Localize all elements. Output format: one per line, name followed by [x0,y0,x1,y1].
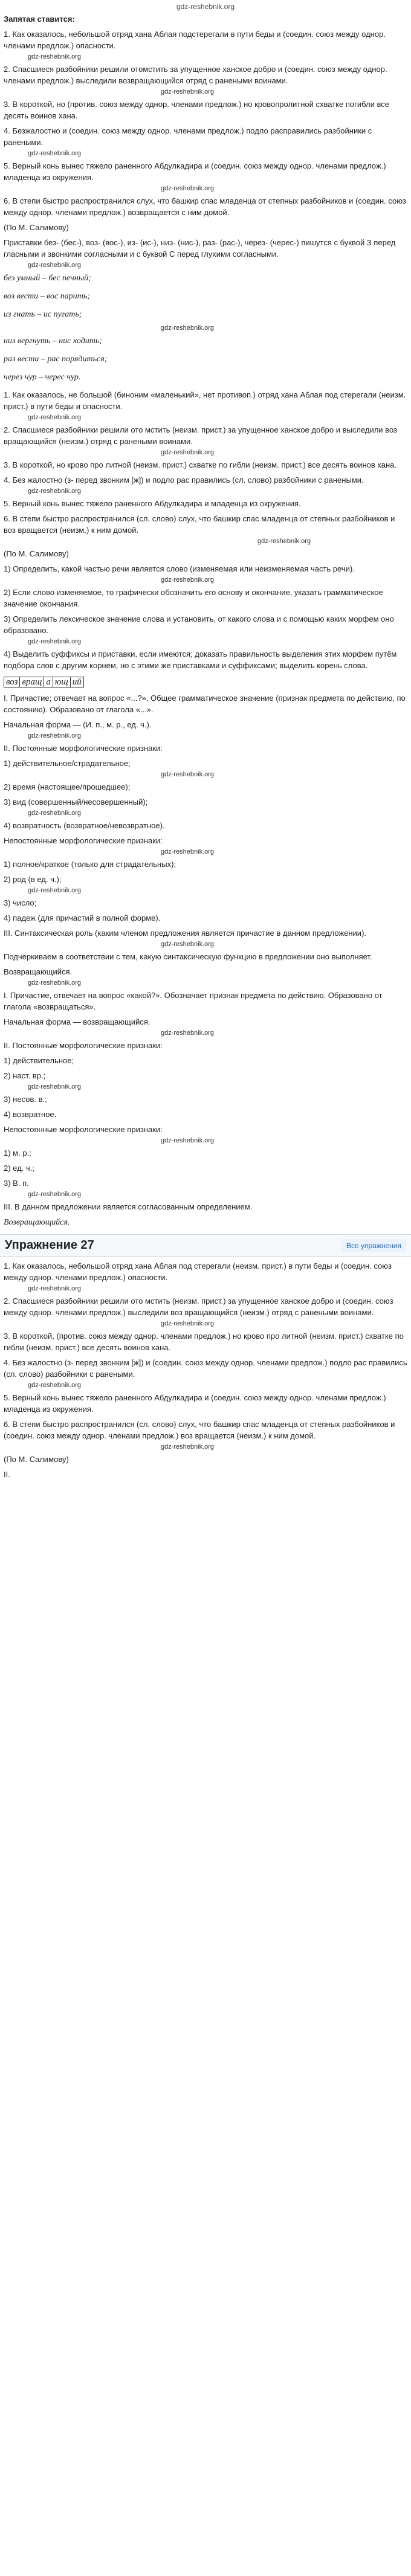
morpheme-suffix: ющ [53,677,71,687]
part1-item: 2. Спасшиеся разбойники решили отомстить за упущенное ханское добро и (соедин. союз между однор. членами предлож.) выследили возвращающийся отряд с ранеными воинами. [4,65,387,85]
analysis-result-word: Возвращающийся. [4,1218,70,1227]
part2-item: 3. В короткой, но крово про литной (неизм. прист.) схватке по гибли (неизм. прист.) все десять воинов хана. [4,460,396,469]
watermark: gdz-reshebnik.org [257,538,311,545]
analysis-line: I. Причастие; отвечает на вопрос «...?». Общее грамматическое значение (признак предмета по действию, по состоянию). Образовано от глагола «...». [4,694,406,714]
analysis-line: 2) ед. ч.; [4,1164,34,1173]
site-header[interactable]: gdz-reshebnik.org [176,2,235,11]
morpheme-root: вращ [19,677,44,687]
watermark: gdz-reshebnik.org [28,1285,82,1292]
part3-item: 4. Без жалостно (з- перед звонким [ж]) и (соедин. союз между однор. членами предлож.) подло рас правились (сл. слово) разбойники с ранеными. [4,1358,407,1379]
watermark: gdz-reshebnik.org [161,185,215,192]
analysis-line: 3) несов. в.; [4,1095,47,1104]
analysis-line: 3) вид (совершенный/несовершенный); [4,797,148,807]
analysis-line: II. Постоянные морфологические признаки: [4,1041,163,1050]
part2-item: 1. Как оказалось, не большой (биноним «маленький», нет противоп.) отряд хана Аблая под стерегали (неизм. прист.) в пути беды и опасности. [4,390,406,411]
watermark: gdz-reshebnik.org [161,1029,215,1037]
part1-item: 4. Безжалостно и (соедин. союз между однор. членами предлож.) подло расправились разбойники с ранеными. [4,126,372,147]
morpheme-ending: ий [70,677,84,687]
watermark: gdz-reshebnik.org [28,887,82,894]
watermark: gdz-reshebnik.org [28,53,82,60]
analysis-line: 1) м. р.; [4,1148,31,1158]
watermark: gdz-reshebnik.org [28,979,82,987]
part1-item: 5. Верный конь вынес тяжело раненного Абдулкадира и (соедин. союз между однор. членами предлож.) младенца из окружения. [4,161,386,182]
watermark: gdz-reshebnik.org [28,262,82,269]
analysis-line: Непостоянные морфологические признаки: [4,1125,163,1134]
watermark: gdz-reshebnik.org [28,732,82,739]
part2-source: (По М. Салимову) [4,549,69,558]
watermark: gdz-reshebnik.org [161,771,215,778]
morpheme-prefix: воз [4,677,20,687]
part3-item: 6. В степи быстро распространился (сл. слово) слух, что башкир спас младенца от степных разбойников и (соедин. союз между однор. членами предлож.) воз вращается (неизм.) к ним домой. [4,1420,395,1440]
analysis-line: III. В данном предложении является согласованным определением. [4,1202,253,1211]
analysis-line: 3) число; [4,898,37,907]
prefix-example: воз вести – вос парить; [4,292,90,301]
analysis-line: 2) род (в ед. ч.); [4,875,62,884]
analysis-line: Возвращающийся. [4,967,73,976]
analysis-line: II. Постоянные морфологические признаки: [4,744,163,753]
analysis-line: 3) В. п. [4,1179,29,1188]
watermark: gdz-reshebnik.org [161,449,215,456]
analysis-line: Начальная форма — возвращающийся. [4,1017,150,1026]
task-item: 2) Если слово изменяемое, то графически обозначить его основу и окончание, указать грамматическое значение окончания. [4,588,383,608]
watermark: gdz-reshebnik.org [161,848,215,855]
watermark: gdz-reshebnik.org [28,150,82,157]
exercise-header [0,1234,411,1257]
watermark: gdz-reshebnik.org [161,1320,215,1327]
prefix-example: через чур – черес чур. [4,373,81,382]
part2-item: 5. Верный конь вынес тяжело раненного Абдулкадира и младенца из окружения. [4,499,301,508]
exercise-title: Упражнение 27 [5,1238,94,1252]
watermark: gdz-reshebnik.org [161,324,215,332]
part1-source: (По М. Салимову) [4,223,69,232]
analysis-line: I. Причастие, отвечает на вопрос «какой?». Обозначает признак предмета по действию. Образовано от глагола «возвращаться». [4,991,383,1011]
task-item: 4) Выделить суффиксы и приставки, если имеются; доказать правильность выделения этих морфем путём подбора слов с другим корнем, но с этими же приставками и суффиксами; выделить корень слова. [4,649,397,670]
part3-item: 3. В короткой, (против. союз между однор. членами предлож.) но крово про литной (неизм. прист.) схватке по гибли (неизм. прист.) все десять воинов хана. [4,1331,404,1352]
analysis-line: 4) падеж (для причастий в полной форме). [4,913,161,923]
part3-item: 2. Спасшиеся разбойники решили ото мстить (неизм. прист.) за упущенное ханское добро и (соедин. союз между однор. членами предлож.) выследили воз вращающийся (неизм.) отряд с ранеными воинами. [4,1296,393,1317]
part3-item: 1. Как оказалось, небольшой отряд хана Аблая под стерегали (неизм. прист.) в пути беды и (соедин. союз между однор. членами предлож.) опасности. [4,1261,392,1282]
prefixes-intro: Приставки без- (бес-), воз- (вос-), из- (ис-), низ- (нис-), раз- (рас-), через- (черес-) пишутся с буквой З перед гласными и звонкими согласными и с буквой С перед глухими согласными. [4,238,396,259]
watermark: gdz-reshebnik.org [161,1137,215,1144]
analysis-line: Начальная форма — (И. п., м. р., ед. ч.). [4,720,152,729]
watermark: gdz-reshebnik.org [28,1083,82,1090]
watermark: gdz-reshebnik.org [28,810,82,817]
analysis-line: 2) наст. вр.; [4,1071,46,1080]
part3-item: 5. Верный конь вынес тяжело раненного Абдулкадира и (соедин. союз между однор. членами предлож.) младенца из окружения. [4,1393,386,1414]
part3-tail: II. [4,1470,10,1479]
part1-item: 6. В степи быстро распространился слух, что башкир спас младенца от степных разбойников и (соедин. союз между однор. членами предлож.) возвращается с ним домой. [4,196,406,217]
morpheme-suffix: а [44,677,53,687]
part2-item: 4. Без жалостно (з- перед звонким [ж]) и подло рас правились (сл. слово) разбойники с ранеными. [4,475,364,485]
watermark: gdz-reshebnik.org [28,1382,82,1389]
analysis-line: 1) действительное/страдательное; [4,759,131,768]
analysis-line: Непостоянные морфологические признаки: [4,836,163,845]
analysis-line: Подчёркиваем в соответствии с тем, какую синтаксическую функцию в предложении оно выполняет. [4,952,372,961]
watermark: gdz-reshebnik.org [28,488,82,495]
watermark: gdz-reshebnik.org [28,638,82,645]
analysis-line: 1) полное/краткое (только для страдательных); [4,860,176,869]
watermark: gdz-reshebnik.org [28,1191,82,1198]
part3-source: (По М. Салимову) [4,1455,69,1464]
prefix-example: из гнать – ис пугать; [4,310,82,319]
watermark: gdz-reshebnik.org [161,1443,215,1451]
watermark: gdz-reshebnik.org [161,941,215,948]
watermark: gdz-reshebnik.org [161,88,215,95]
part1-item: 1. Как оказалось, небольшой отряд хана Аблая подстерегали в пути беды и (соедин. союз между однор. членами предлож.) опасности. [4,30,386,50]
task-item: 3) Определить лексическое значение слова и установить, от какого слова и с помощью каких морфем оно образовано. [4,614,394,635]
morphemic-word [4,677,83,687]
task-item: 1) Определить, какой частью речи является слово (изменяемая или неизменяемая часть речи). [4,564,355,573]
prefix-example: без умный – бес печный; [4,274,91,283]
watermark: gdz-reshebnik.org [28,414,82,421]
analysis-line: 1) действительное; [4,1056,74,1065]
part1-item: 3. В короткой, но (против. союз между однор. членами предлож.) но кровопролитной схватке погибли все десять воинов хана. [4,100,389,120]
analysis-line: 4) возвратное. [4,1110,57,1119]
analysis-line: III. Синтаксическая роль (каким членом предложения является причастие в данном предложении). [4,929,367,938]
part2-item: 2. Спасшиеся разбойники решили ото мстить (неизм. прист.) за упущенное ханское добро и выследили воз вращающийся (неизм.) отряд с ранеными воинами. [4,425,397,446]
analysis-line: 2) время (настоящее/прошедшее); [4,782,131,791]
watermark: gdz-reshebnik.org [161,576,215,584]
analysis-line: 4) возвратность (возвратное/невозвратное). [4,821,165,830]
part2-item: 6. В степи быстро распространился (сл. слово) слух, что башкир спас младенца от степных разбойников и воз вращается (неизм.) к ним домой. [4,514,395,535]
prefix-example: раз вести – рас порядиться; [4,355,108,364]
part1-heading: Запятая ставится: [4,14,75,24]
all-exercises-button[interactable]: Все упражнения [341,1239,406,1252]
prefix-example: низ вергнуть – нис ходить; [4,336,102,346]
